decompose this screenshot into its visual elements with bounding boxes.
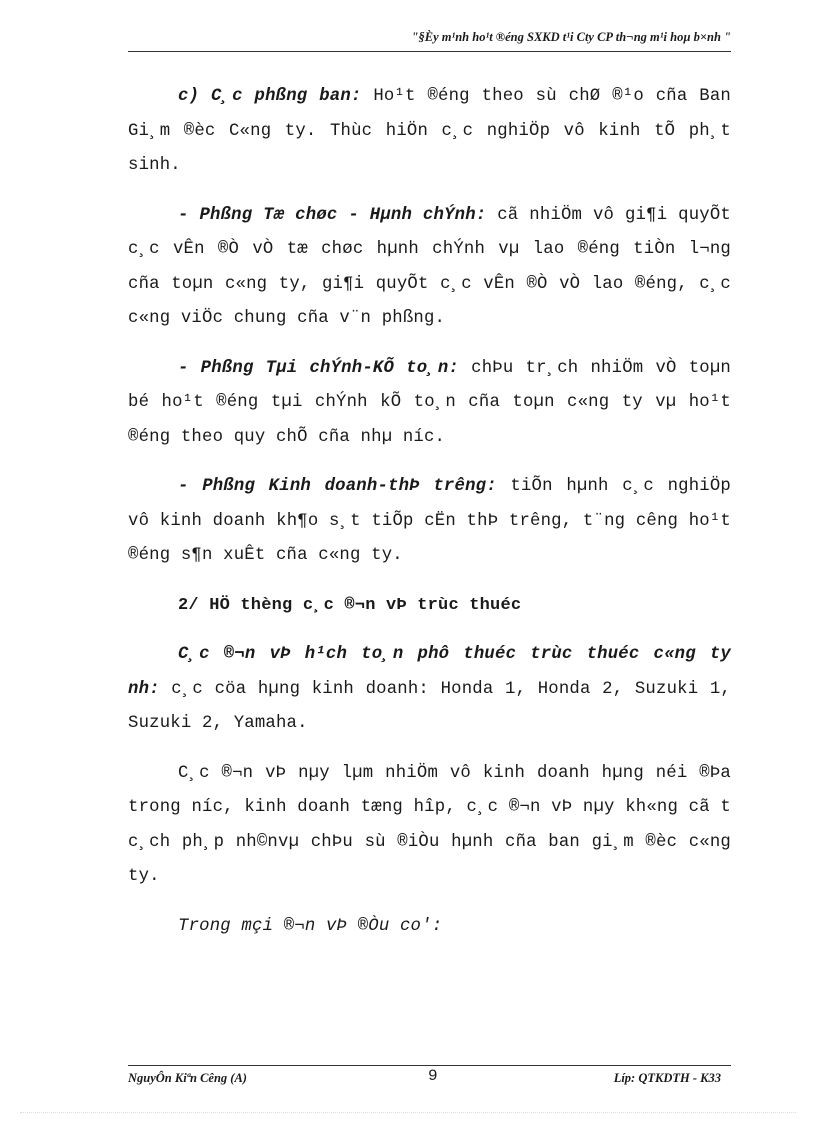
paragraph-label: - Phßng Tæ chøc - Hµnh chÝnh: (178, 205, 487, 225)
paragraph-label: - Phßng Kinh doanh-thÞ trêng: (178, 477, 497, 496)
footer-author: NguyÔn Kiªn Cêng (A) (128, 1071, 247, 1085)
paragraph-label: c) C¸c phßng ban: (178, 87, 362, 106)
page-header (128, 30, 731, 52)
section-heading: 2/ HÖ thèng c¸c ®¬n vÞ trùc thuéc (178, 595, 522, 615)
footer-class: Líp: QTKDTH - K33 (613, 1071, 721, 1085)
paragraph-label: C¸c ®¬n vÞ h¹ch to¸n phô thuéc trùc thuéc c«ng ty nh: (128, 645, 731, 699)
paragraph-text: c¸c cöa hµng kinh doanh: Honda 1, Honda 2, Suzuki 1, Suzuki 2, Yamaha. (128, 679, 731, 733)
paragraph-dependent-units (128, 638, 731, 742)
page-footer (128, 1067, 731, 1087)
paragraph-each-unit: Trong mçi ®¬n vÞ ®Òu co': (178, 916, 443, 936)
paragraph-text: tiÕn hµnh c¸c nghiÖp vô kinh doanh kh¶o s¸t tiÕp cËn thÞ trêng, t¨ng cêng ho¹t ®éng s¶n xuÊt cña c«ng ty. (128, 477, 731, 565)
document-body (128, 70, 731, 944)
paragraph-business-office (128, 470, 731, 574)
paragraph-units-role: C¸c ®¬n vÞ nµy lµm nhiÖm vô kinh doanh hµng néi ®Þa trong níc, kinh doanh tæng hîp, c¸c ®¬n vÞ nµy kh«ng cã t c¸ch ph¸p nh©nvµ chÞu sù ®iÒu hµnh cña ban gi¸m ®èc c«ng ty. (128, 763, 731, 886)
header-title: "§Èy m¹nh ho¹t ®éng SXKD t¹i Cty CP th¬ng m¹i hoµ b×nh " (411, 30, 731, 44)
page-edge-divider (20, 1112, 796, 1113)
paragraph-departments (128, 80, 731, 184)
page-number: 9 (428, 1067, 438, 1085)
paragraph-text: Ho¹t ®éng theo sù chØ ®¹o cña Ban Gi¸m ®èc C«ng ty. Thùc hiÖn c¸c nghiÖp vô kinh tÕ ph¸t sinh. (128, 87, 731, 175)
paragraph-text: cã nhiÖm vô gi¶i quyÕt c¸c vÊn ®Ò vÒ tæ chøc hµnh chÝnh vµ lao ®éng tiÒn l¬ng cña toµn c«ng ty, gi¶i quyÕt c¸c vÊn ®Ò vÒ lao ®éng, c¸c c«ng viÖc chung cña v¨n phßng. (128, 205, 731, 328)
footer-divider (128, 1065, 731, 1066)
paragraph-admin-office (128, 199, 731, 337)
paragraph-finance-office (128, 352, 731, 456)
paragraph-label: - Phßng Tµi chÝnh-KÕ to¸n: (178, 358, 460, 378)
paragraph-text: chÞu tr¸ch nhiÖm vÒ toµn bé ho¹t ®éng tµi chÝnh kÕ to¸n cña toµn c«ng ty vµ ho¹t ®éng theo quy chÕ cña nhµ níc. (128, 358, 731, 447)
